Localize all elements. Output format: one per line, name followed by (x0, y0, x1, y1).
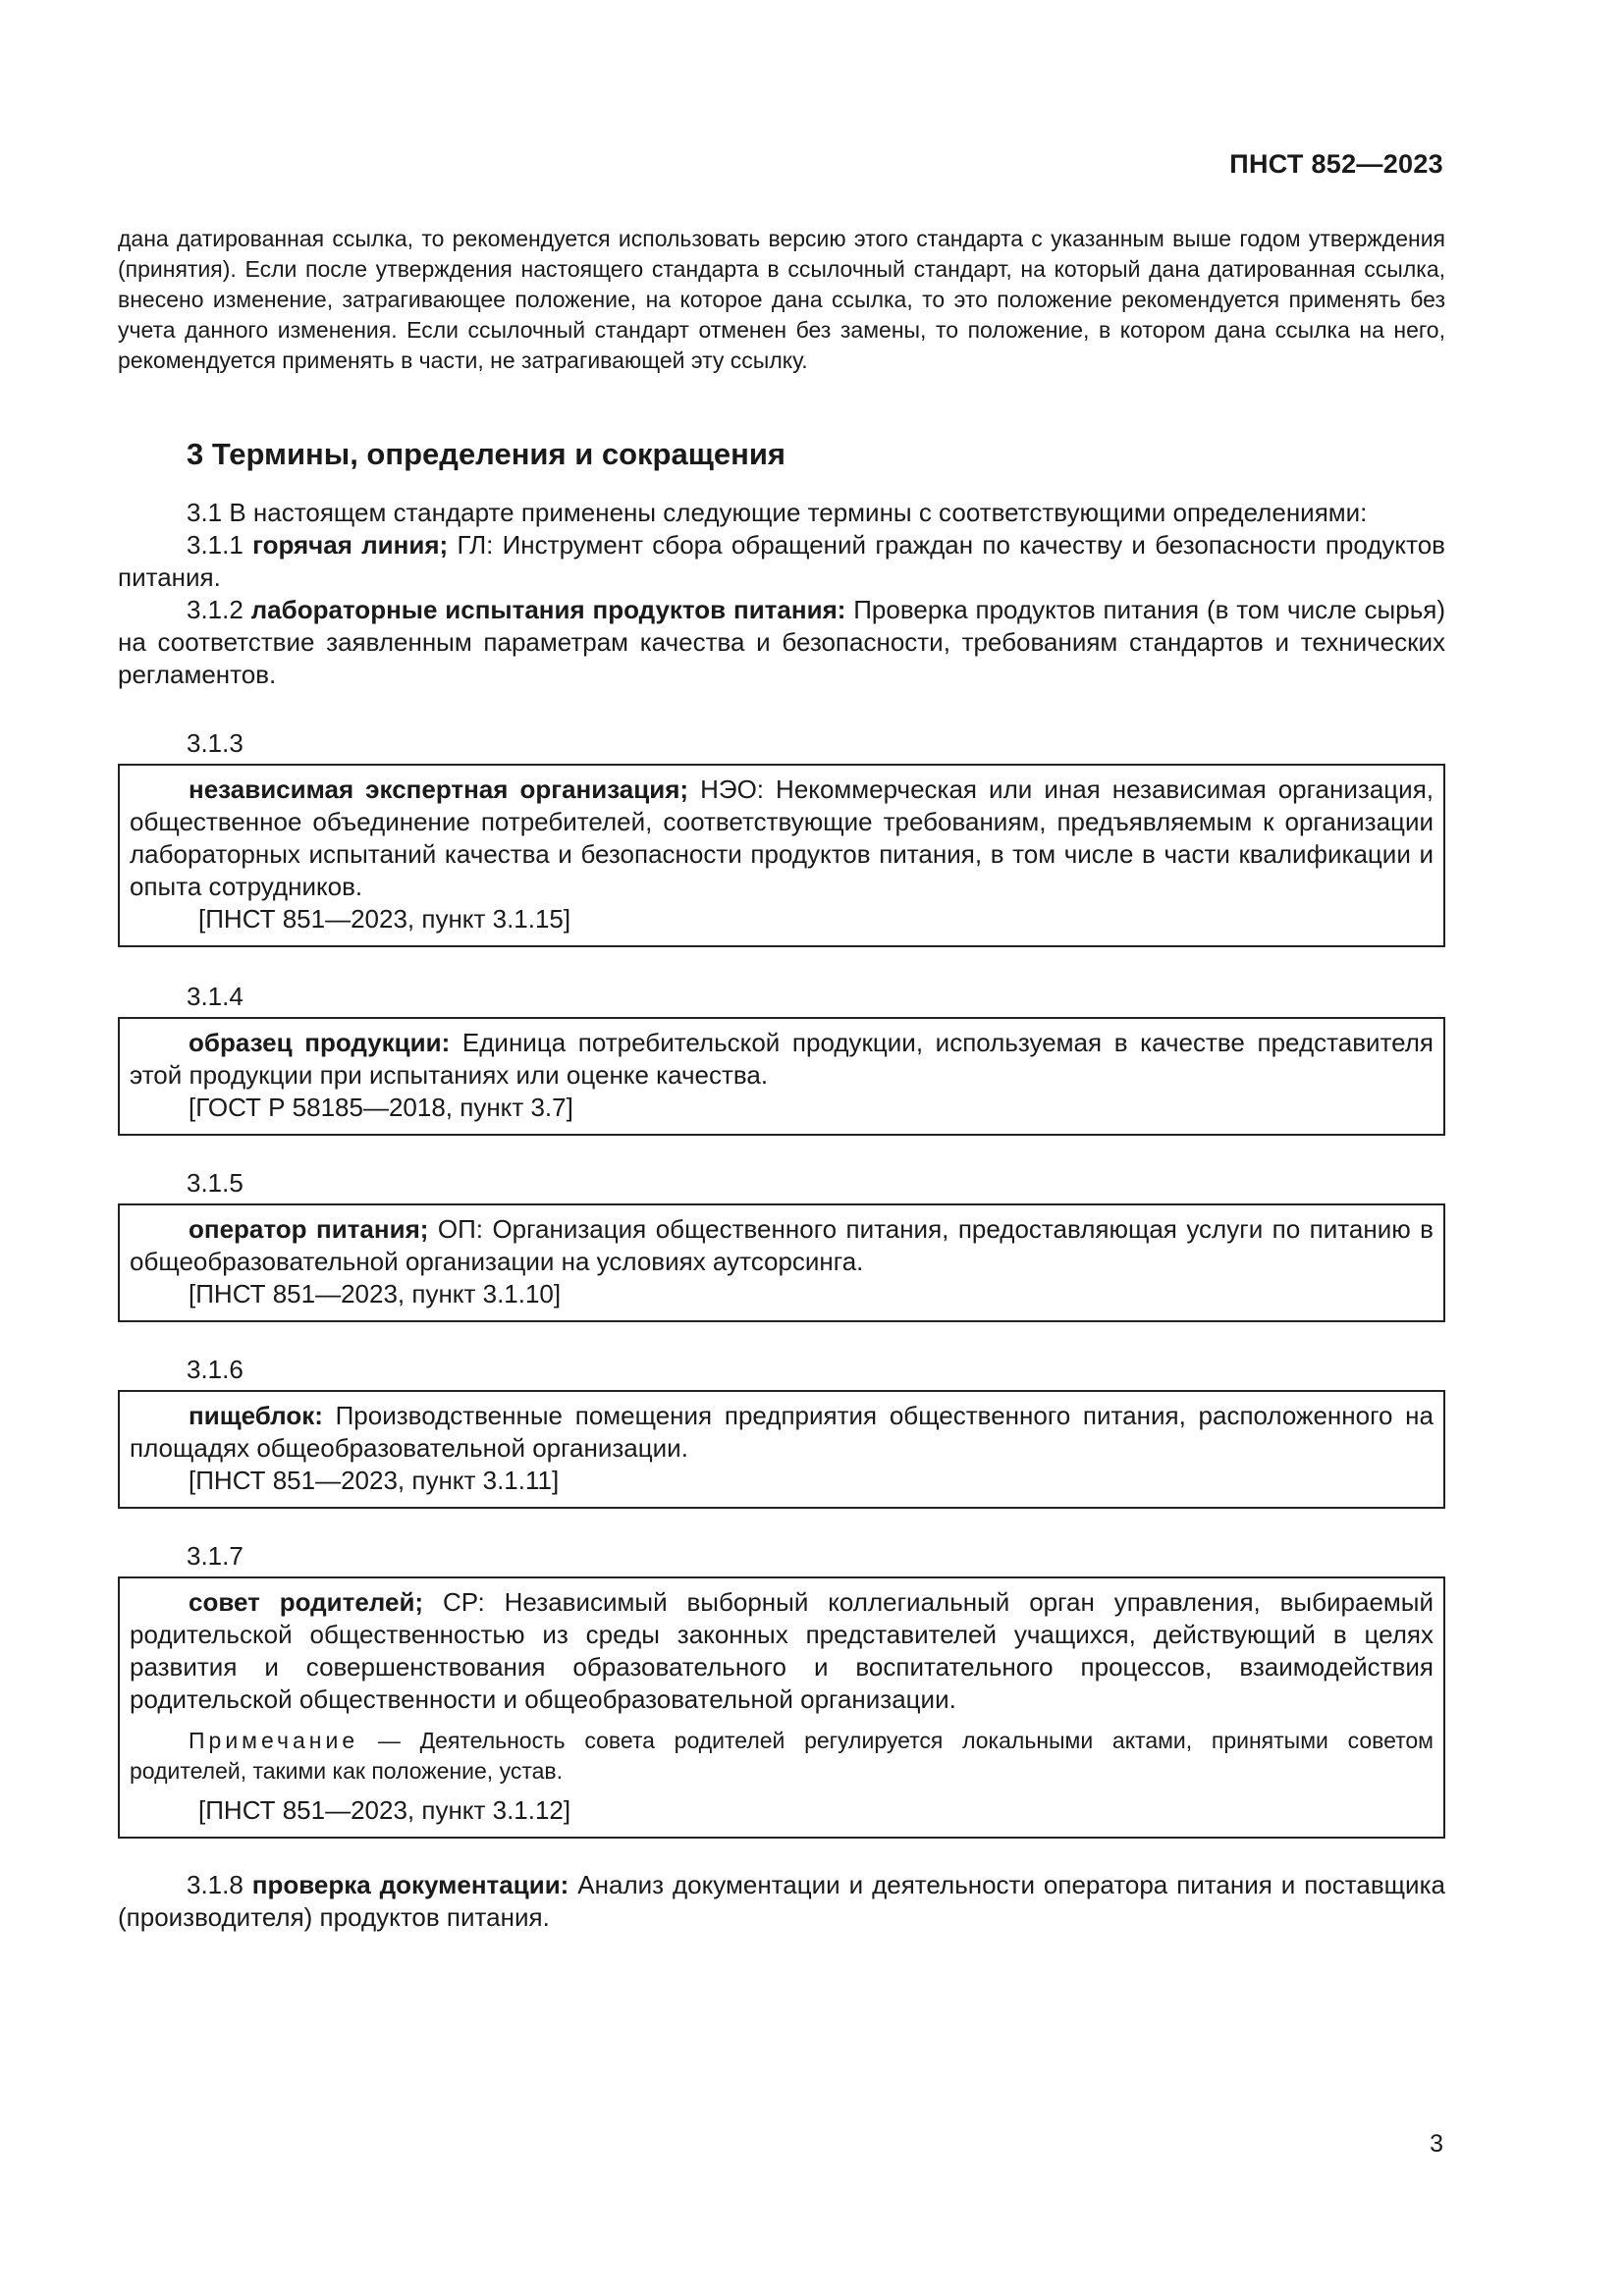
term-name: совет родителей; (189, 1587, 424, 1617)
term-box-3-1-4 (118, 1017, 1445, 1136)
term-definition: ОП: Организация общественного питания, предоставляющая услуги по питанию в общеобразовательной организации на условиях аутсорсинга. (130, 1214, 1434, 1276)
term-3-1-6 (130, 1400, 1434, 1465)
term-3-1-7 (130, 1586, 1434, 1716)
term-number-3-1-5: 3.1.5 (187, 1168, 244, 1198)
term-number: 3.1.1 (187, 530, 244, 560)
intro-paragraph: дана датированная ссылка, то рекомендуется использовать версию этого стандарта с указанным выше годом утверждения (принятия). Если после утверждения настоящего стандарта в ссылочный стандарт, на который дана датированная ссылка, внесено изменение, затрагивающее положение, на которое дана ссылка, то это положение рекомендуется применять без учета данного изменения. Если ссылочный стандарт отменен без замены, то положение, в котором дана ссылка на него, рекомендуется применять в части, не затрагивающей эту ссылку. (118, 226, 1445, 373)
term-number-3-1-4: 3.1.4 (187, 982, 244, 1011)
term-3-1-4 (130, 1027, 1434, 1092)
term-number: 3.1.2 (187, 595, 244, 624)
term-definition: Анализ документации и деятельности оператора питания и поставщика (производителя) продуктов питания. (118, 1870, 1445, 1932)
term-3-1-1 (118, 529, 1445, 594)
term-definition: Производственные помещения предприятия общественного питания, расположенного на площадях общеобразовательной организации. (130, 1401, 1434, 1463)
term-box-3-1-7 (118, 1576, 1445, 1839)
term-number: 3.1.8 (187, 1870, 244, 1899)
term-name: независимая экспертная организация; (189, 774, 689, 804)
terms-intro-block (118, 497, 1445, 691)
term-name: проверка документации: (251, 1870, 569, 1899)
term-source: [ГОСТ Р 58185—2018, пункт 3.7] (189, 1093, 573, 1122)
term-name: пищеблок: (189, 1401, 323, 1430)
term-number-3-1-6: 3.1.6 (187, 1355, 244, 1384)
terms-intro: 3.1 В настоящем стандарте применены следующие термины с соответствующими определениями: (187, 498, 1368, 527)
term-source: [ПНСТ 851—2023, пункт 3.1.12] (198, 1795, 571, 1825)
term-number-3-1-3: 3.1.3 (187, 728, 244, 758)
term-name: оператор питания; (189, 1214, 429, 1244)
term-3-1-3 (130, 774, 1434, 903)
term-name: лабораторные испытания продуктов питания: (250, 595, 846, 624)
term-block-3-1-8 (118, 1869, 1445, 1934)
term-box-3-1-6 (118, 1390, 1445, 1509)
term-definition: ГЛ: Инструмент сбора обращений граждан по качеству и безопасности продуктов питания. (118, 530, 1445, 592)
page-number: 3 (1430, 2130, 1443, 2158)
term-source: [ПНСТ 851—2023, пункт 3.1.11] (189, 1466, 560, 1495)
term-number-3-1-7: 3.1.7 (187, 1541, 244, 1571)
term-definition: Проверка продуктов питания (в том числе сырья) на соответствие заявленным параметрам качества и безопасности, требованиям стандартов и технических регламентов. (118, 595, 1445, 689)
term-definition: СР: Независимый выборный коллегиальный орган управления, выбираемый родительской общественностью из среды законных представителей учащихся, действующий в целях развития и совершенствования образовательного и воспитательного процессов, взаимодействия родительской общественности и общеобразовательной организации. (130, 1587, 1434, 1714)
term-note (130, 1726, 1434, 1787)
note-text: — Деятельность совета родителей регулируется локальными актами, принятыми советом родителей, такими как положение, устав. (130, 1728, 1434, 1784)
term-definition: НЭО: Некоммерческая или иная независимая организация, общественное объединение потребителей, соответствующие требованиям, предъявляемым к организации лабораторных испытаний качества и безопасности продуктов питания, в том числе в части квалификации и опыта сотрудников. (130, 774, 1434, 901)
term-box-3-1-5 (118, 1203, 1445, 1322)
term-3-1-2 (118, 594, 1445, 691)
document-code: ПНСТ 852—2023 (1229, 149, 1443, 179)
note-label: Примечание (189, 1728, 359, 1753)
term-source: [ПНСТ 851—2023, пункт 3.1.15] (198, 904, 571, 934)
term-3-1-5 (130, 1213, 1434, 1278)
term-name: горячая линия; (252, 530, 449, 560)
term-3-1-8 (118, 1869, 1445, 1934)
term-box-3-1-3 (118, 764, 1445, 947)
term-name: образец продукции: (189, 1028, 451, 1057)
term-definition: Единица потребительской продукции, используемая в качестве представителя этой продукции при испытаниях или оценке качества. (130, 1028, 1434, 1090)
term-source: [ПНСТ 851—2023, пункт 3.1.10] (189, 1279, 562, 1308)
section-title: 3 Термины, определения и сокращения (187, 437, 785, 471)
